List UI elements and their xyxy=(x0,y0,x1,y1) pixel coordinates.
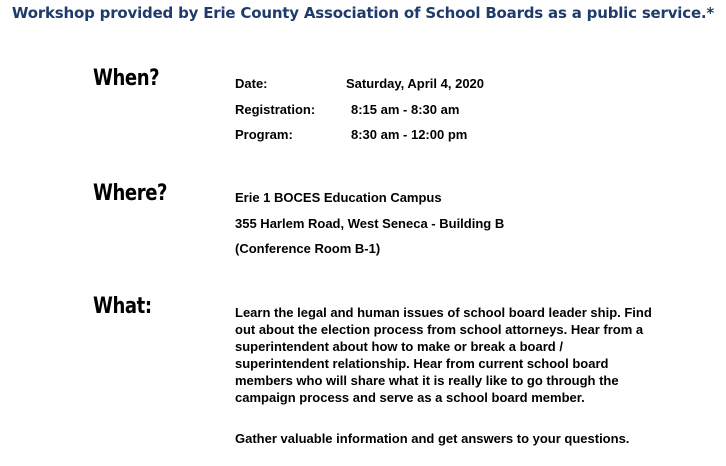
location-line-3: (Conference Room B-1) xyxy=(235,241,381,256)
location-line-1: Erie 1 BOCES Education Campus xyxy=(235,190,442,205)
location-line-2: 355 Harlem Road, West Seneca - Building B xyxy=(235,216,505,231)
registration-value: 8:15 am - 8:30 am xyxy=(351,102,460,117)
when-heading: When? xyxy=(93,66,160,91)
program-label: Program: xyxy=(235,127,293,142)
what-closing: Gather valuable information and get answers to your questions. xyxy=(235,431,630,446)
what-heading: What: xyxy=(93,294,152,319)
header-text: Workshop provided by Erie County Association of School Boards as a public service.* xyxy=(11,4,715,22)
date-label: Date: xyxy=(235,76,268,91)
program-value: 8:30 am - 12:00 pm xyxy=(351,127,468,142)
registration-label: Registration: xyxy=(235,102,316,117)
what-description: Learn the legal and human issues of school board leader ship. Find out about the election process from school attorneys. Hear from a superintendent about how to make or break a board / superintendent relationship. Hear from current school board members who will share what it is really like to go through the campaign process and serve as a school board member. xyxy=(235,305,652,405)
date-value: Saturday, April 4, 2020 xyxy=(346,76,485,91)
where-heading: Where? xyxy=(93,181,168,206)
